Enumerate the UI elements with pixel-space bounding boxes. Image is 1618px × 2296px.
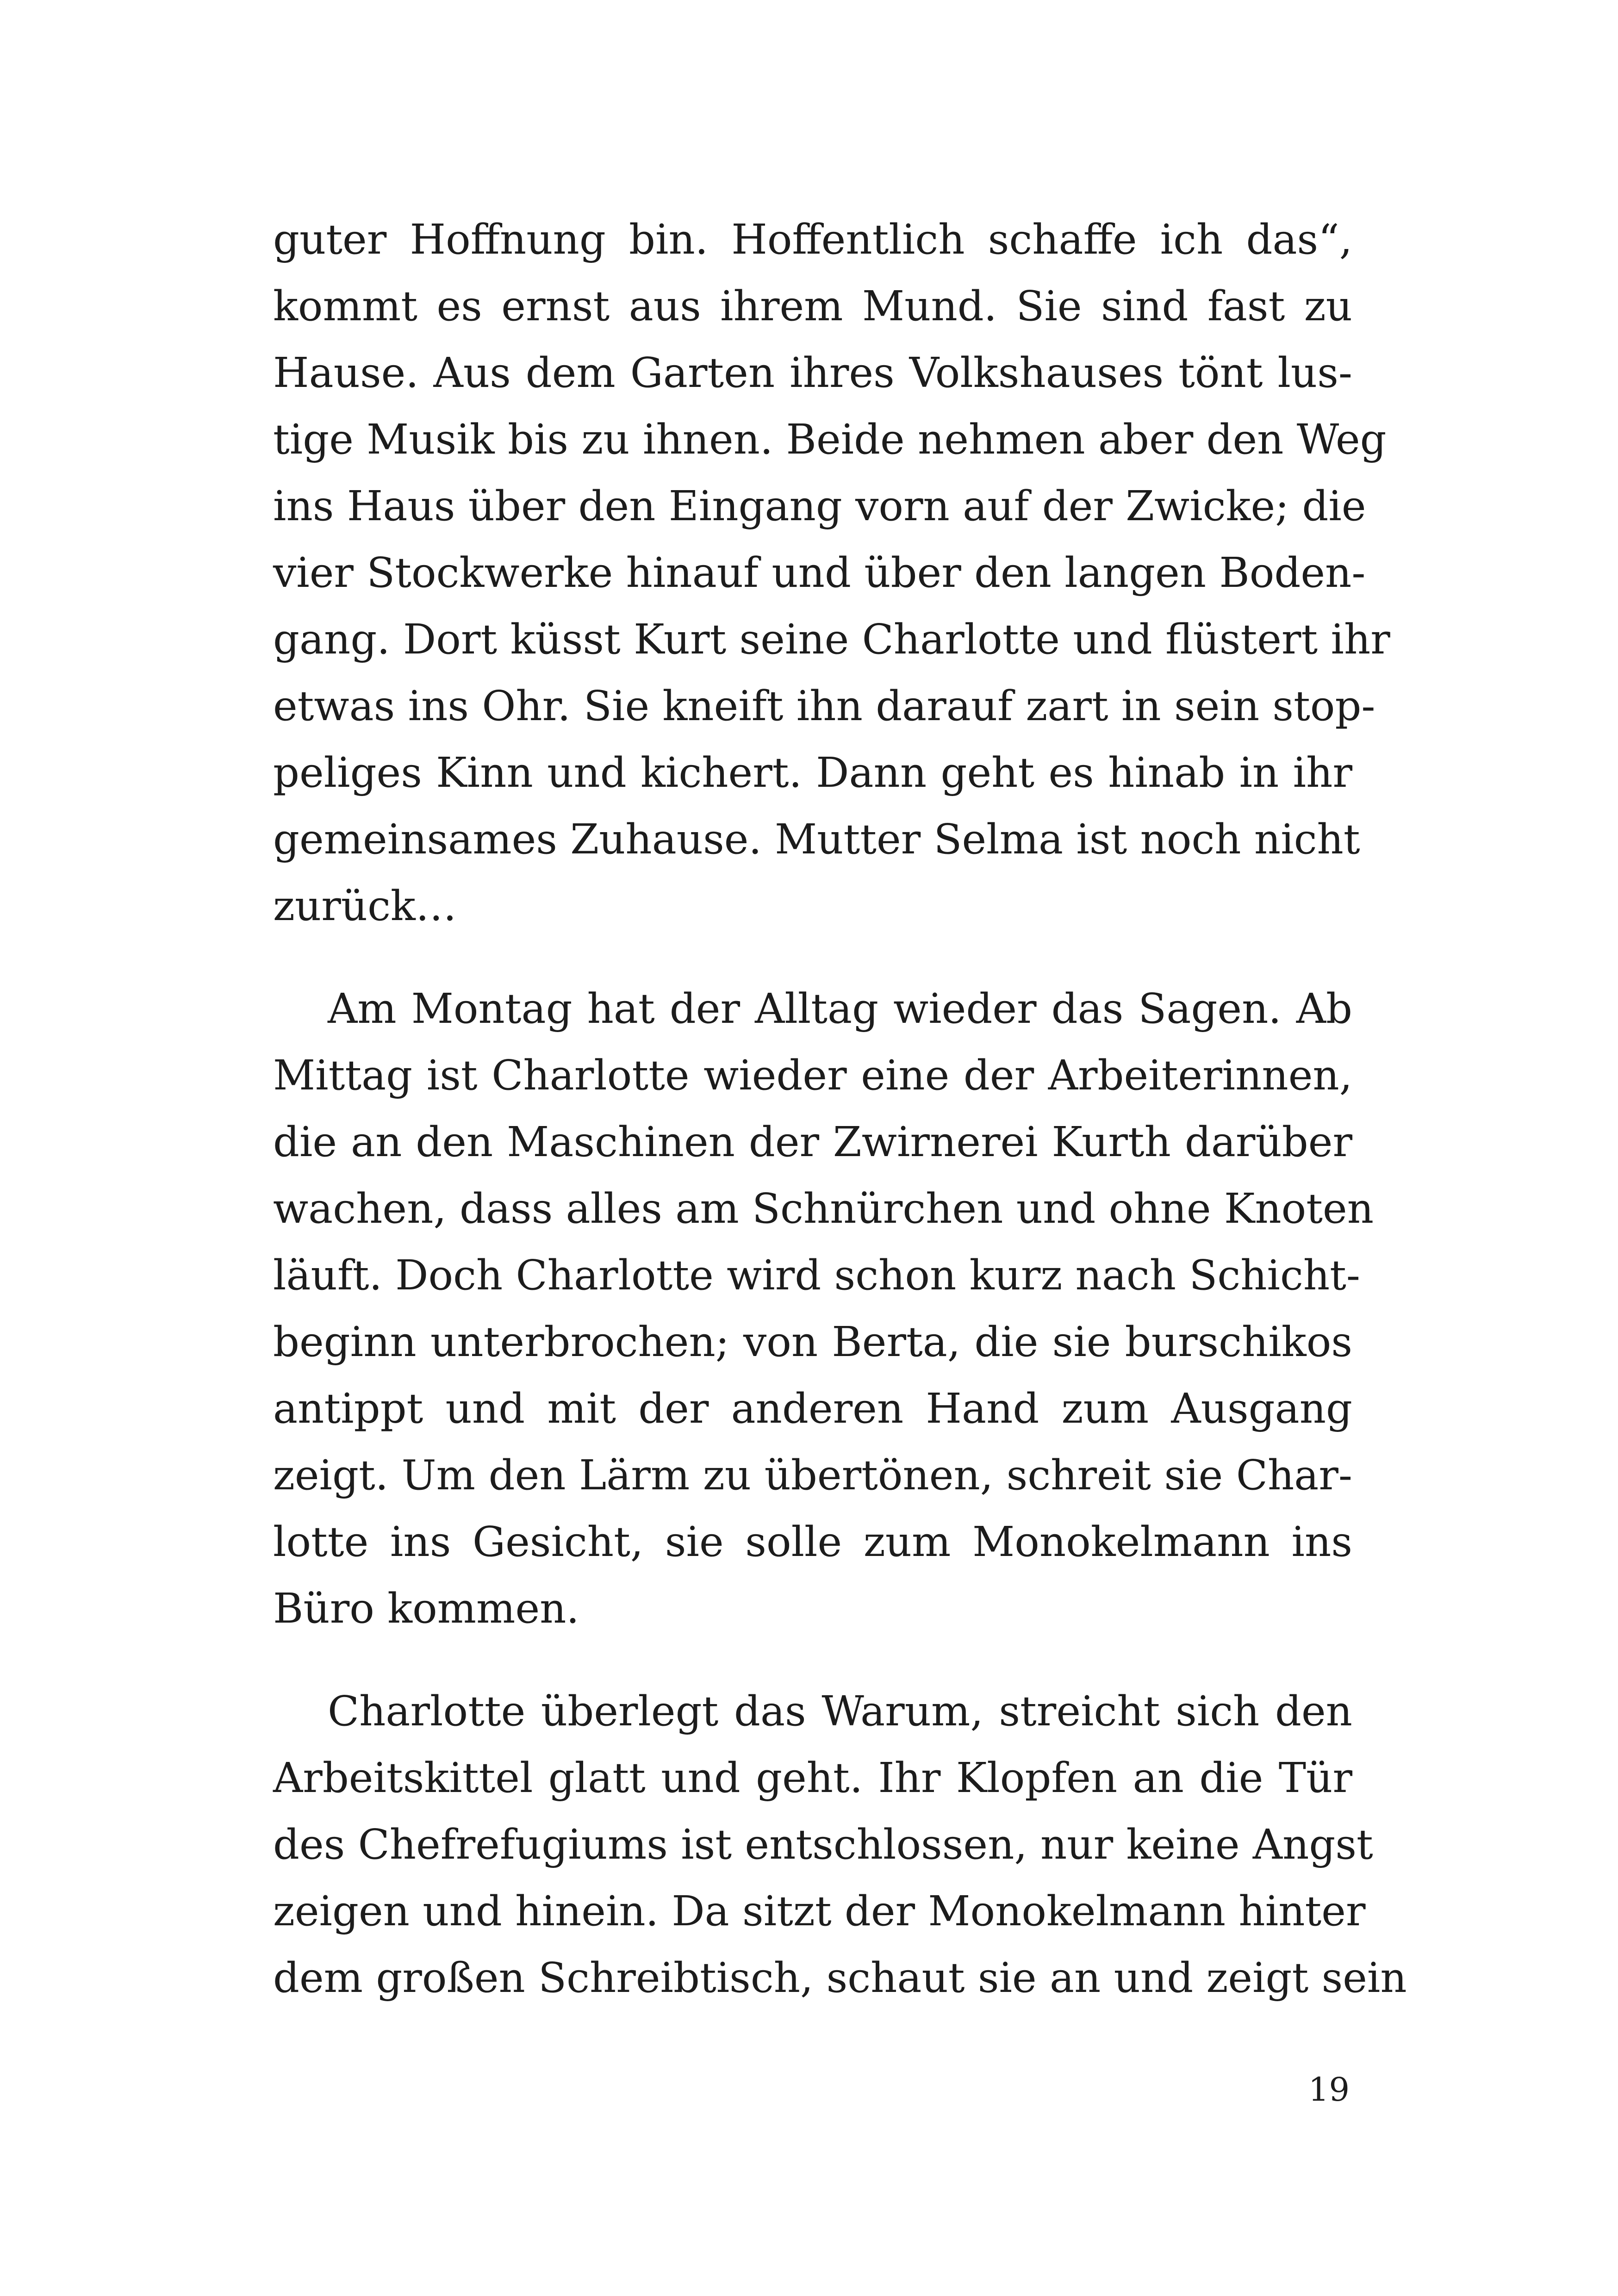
text-line: zurück… xyxy=(273,882,457,930)
text-line: lotte ins Gesicht, sie solle zum Monokelmann ins xyxy=(273,1518,1352,1566)
text-line: Hause. Aus dem Garten ihres Volkshauses tönt lus- xyxy=(273,348,1352,397)
text-line: Arbeitskittel glatt und geht. Ihr Klopfen an die Tür xyxy=(273,1754,1352,1802)
paragraph-gap xyxy=(273,1642,1352,1678)
text-line: Mittag ist Charlotte wieder eine der Arbeiterinnen, xyxy=(273,1051,1352,1099)
text-line: peliges Kinn und kichert. Dann geht es hinab in ihr xyxy=(273,748,1352,796)
text-line: guter Hoffnung bin. Hoffentlich schaffe ich das“, xyxy=(273,215,1352,263)
paragraph-3 xyxy=(273,1678,1407,2011)
paragraph-2 xyxy=(273,975,1374,1642)
text-line: gemeinsames Zuhause. Mutter Selma ist noch nicht xyxy=(273,815,1360,863)
text-line: etwas ins Ohr. Sie kneift ihn darauf zart in sein stop- xyxy=(273,682,1375,730)
text-line: zeigen und hinein. Da sitzt der Monokelmann hinter xyxy=(273,1887,1366,1935)
text-line: beginn unterbrochen; von Berta, die sie burschikos xyxy=(273,1318,1352,1366)
text-line: vier Stockwerke hinauf und über den langen Boden- xyxy=(273,548,1366,597)
text-line: gang. Dort küsst Kurt seine Charlotte und flüstert ihr xyxy=(273,615,1390,663)
text-line: wachen, dass alles am Schnürchen und ohne Knoten xyxy=(273,1184,1374,1232)
text-line: antippt und mit der anderen Hand zum Ausgang xyxy=(273,1384,1352,1432)
paragraph-1 xyxy=(273,206,1390,939)
text-line: läuft. Doch Charlotte wird schon kurz nach Schicht- xyxy=(273,1251,1360,1299)
page-number: 19 xyxy=(1308,2071,1350,2109)
text-line: zeigt. Um den Lärm zu übertönen, schreit sie Char- xyxy=(273,1451,1352,1499)
text-line: kommt es ernst aus ihrem Mund. Sie sind fast zu xyxy=(273,282,1352,330)
text-line: dem großen Schreibtisch, schaut sie an und zeigt sein xyxy=(273,1954,1407,2002)
text-line: Büro kommen. xyxy=(273,1584,579,1632)
text-line: des Chefrefugiums ist entschlossen, nur keine Angst xyxy=(273,1820,1373,1868)
paragraph-gap xyxy=(273,939,1352,975)
text-line: tige Musik bis zu ihnen. Beide nehmen aber den Weg xyxy=(273,415,1387,463)
text-line: Am Montag hat der Alltag wieder das Sagen. Ab xyxy=(328,984,1352,1033)
text-line: Charlotte überlegt das Warum, streicht sich den xyxy=(328,1687,1352,1735)
text-line: ins Haus über den Eingang vorn auf der Zwicke; die xyxy=(273,482,1366,530)
text-line: die an den Maschinen der Zwirnerei Kurth darüber xyxy=(273,1118,1352,1166)
body-text xyxy=(273,206,1407,2011)
